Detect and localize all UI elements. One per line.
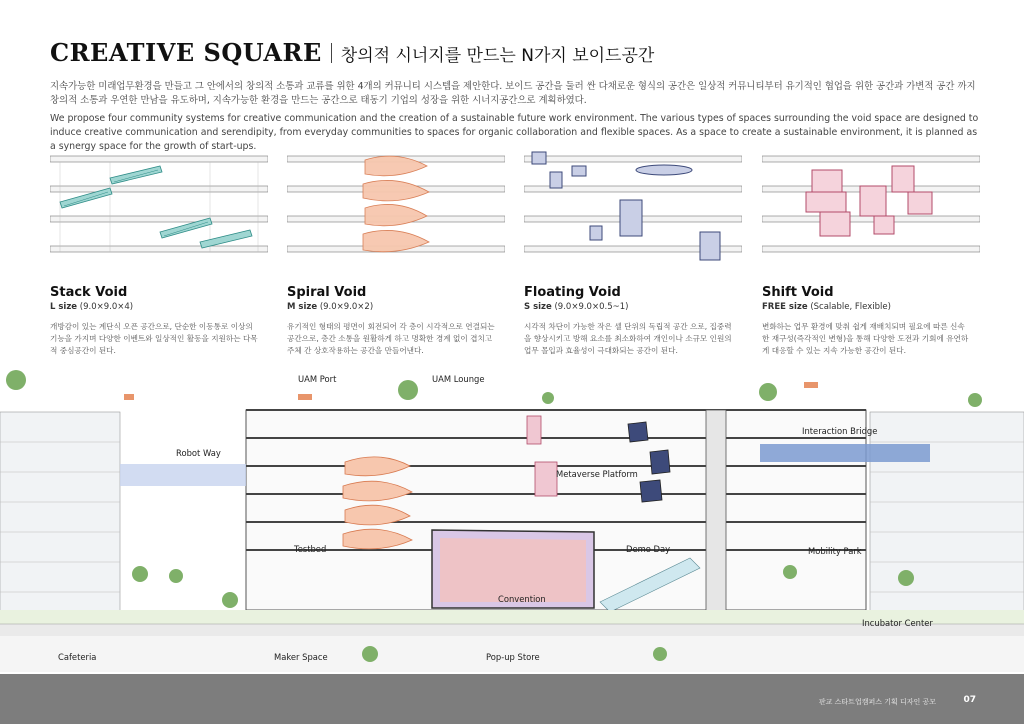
void-description: 시각적 차단이 가능한 작은 셀 단위의 독립적 공간 으로, 집중력을 향상시키고 방해 요소를 최소화하여 개인이나 소규모 인원의 업무 몰입과 효율성이 극대화되는 공간이 된다. (524, 322, 732, 355)
void-description: 변화하는 업무 환경에 맞춰 쉽게 재배치되며 필요에 따른 신속한 재구성(즉각적인 변형)을 통해 다양한 도전과 기회에 유연하게 대응할 수 있는 지속 가능한 공간이 된다. (762, 322, 969, 355)
title-row (50, 38, 654, 67)
page-subtitle: 창의적 시너지를 만드는 N가지 보이드공간 (340, 46, 655, 66)
intro-korean: 지속가능한 미래업무환경을 만들고 그 안에서의 창의적 소통과 교류를 위한 4개의 커뮤니티 시스템을 제안한다. 보이드 공간을 둘러 싼 다채로운 형식의 공간은 일상적 커뮤니티부터 유기적인 협업을 위한 공간과 가변적 공간 까지 창의적 소통과 우연한 만남을 유도하며, 지속가능한 환경을 만드는 공간으로 태동기 기업의 성장을 위한 시너지공간으로 계획하였다. (50, 81, 976, 106)
void-name: Shift Void (762, 285, 834, 300)
label-maker-space: Maker Space (274, 652, 328, 662)
void-card-stack (50, 150, 268, 357)
floating-void-diagram (524, 150, 742, 268)
void-card-floating (524, 150, 742, 357)
void-name: Stack Void (50, 285, 128, 300)
label-cafeteria: Cafeteria (58, 652, 97, 662)
page-number: 07 (963, 695, 976, 705)
label-uam-port: UAM Port (298, 374, 337, 384)
void-size: M size (9.0×9.0×2) (287, 302, 374, 312)
label-mobility-park: Mobility Park (808, 546, 862, 556)
void-description: 유기적인 형태의 평면이 회전되어 각 층이 시각적으로 연결되는 공간으로, 층간 소통을 원활하게 하고 명확한 경계 없이 겹치고 주체 간 상호작용하는 공간을 만들어낸다. (287, 322, 495, 355)
void-card-shift (762, 150, 980, 357)
footer-caption: 판교 스타트업캠퍼스 기획 디자인 공모 (818, 698, 936, 706)
title-divider (331, 43, 332, 63)
void-name: Spiral Void (287, 285, 367, 300)
label-robot-way: Robot Way (176, 448, 221, 458)
label-metaverse-platform: Metaverse Platform (556, 469, 638, 479)
void-size: S size (9.0×9.0×0.5~1) (524, 302, 629, 312)
page-title: CREATIVE SQUARE (50, 38, 322, 67)
intro-english: We propose four community systems for creative communication and the creation of a sustainable future work environment. The various types of spaces surrounding the void space are designed to induce creative communication and serendipity, from everyday communities to spaces for organic collaboration and flexible spaces. As a space to create a sustainable environment, it is planned as a synergy space for the growth of start-ups. (50, 113, 979, 152)
void-name: Floating Void (524, 285, 621, 300)
building-section (0, 362, 1024, 672)
label-uam-lounge: UAM Lounge (432, 374, 485, 384)
void-card-spiral (287, 150, 505, 357)
label-testbed: Testbed (294, 544, 327, 554)
void-size: FREE size (Scalable, Flexible) (762, 302, 891, 312)
label-demo-day: Demo Day (626, 544, 671, 554)
label-interaction-bridge: Interaction Bridge (802, 426, 878, 436)
void-size: L size (9.0×9.0×4) (50, 302, 134, 312)
label-incubator-center: Incubator Center (862, 618, 933, 628)
shift-void-diagram (762, 150, 980, 268)
spiral-void-diagram (287, 150, 505, 268)
footer-bar (0, 674, 1024, 724)
stack-void-diagram (50, 150, 268, 268)
label-popup-store: Pop-up Store (486, 652, 540, 662)
label-convention: Convention (498, 594, 546, 604)
void-description: 개방감이 있는 계단식 오픈 공간으로, 단순한 이동통로 이상의 기능을 가지며 다양한 이벤트와 일상적인 활동을 지원하는 다목적 중심공간이 된다. (50, 322, 258, 355)
